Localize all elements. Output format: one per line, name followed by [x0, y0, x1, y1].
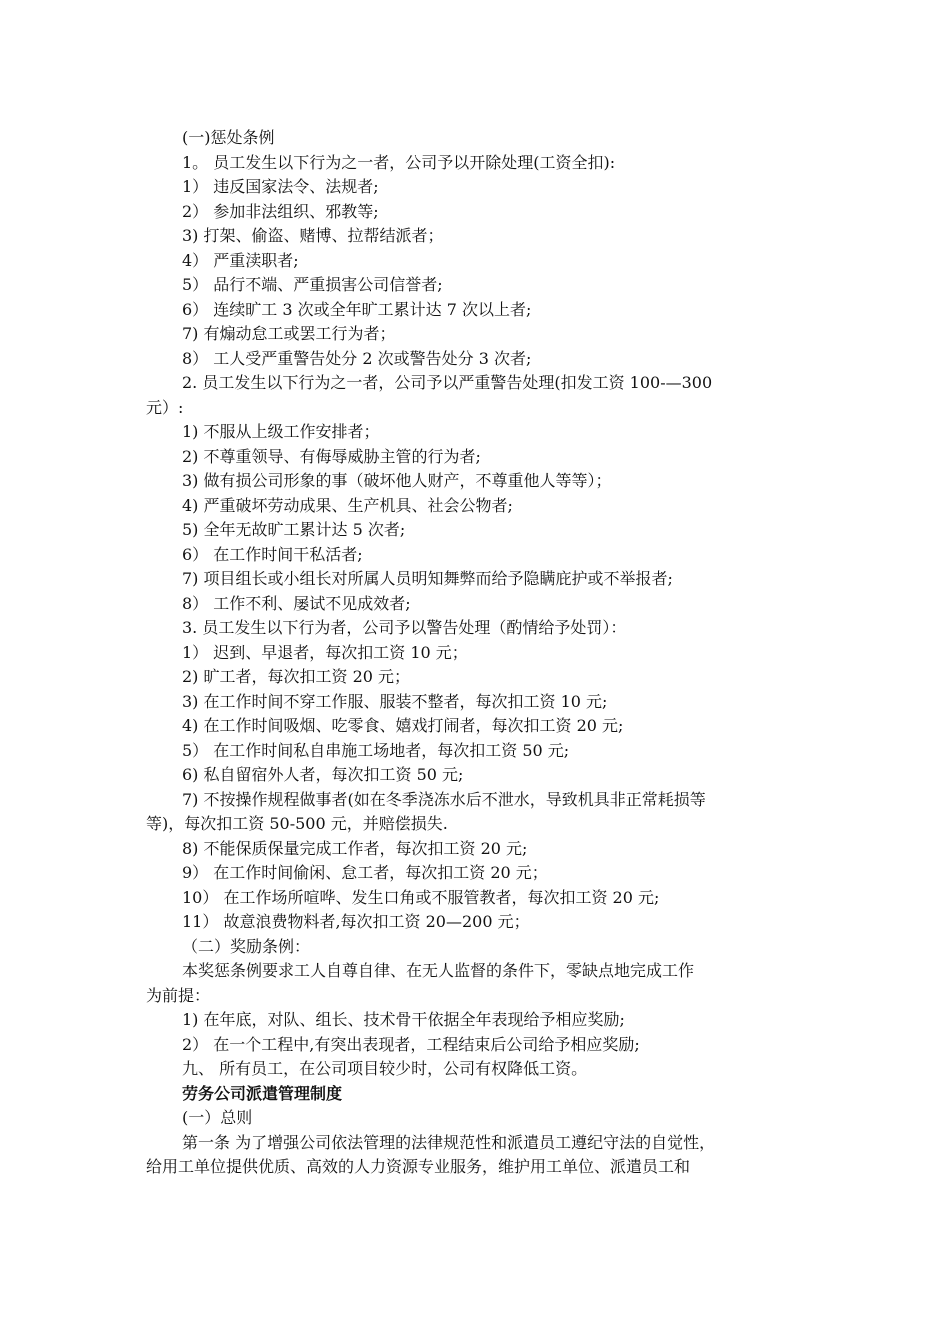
text-line: 5) 全年无故旷工累计达 5 次者;: [182, 520, 406, 539]
text-line: (一)惩处条例: [182, 128, 275, 147]
text-line: 1) 在年底，对队、组长、技术骨干依据全年表现给予相应奖励;: [182, 1010, 625, 1029]
text-line: 等)，每次扣工资 50-500 元，并赔偿损失.: [146, 814, 448, 833]
text-line: 5） 在工作时间私自串施工场地者，每次扣工资 50 元;: [182, 740, 570, 760]
text-line: 7) 有煽动怠工或罢工行为者；: [182, 324, 396, 343]
text-line: （二）奖励条例：: [182, 936, 311, 956]
text-line: 8） 工人受严重警告处分 2 次或警告处分 3 次者;: [182, 348, 532, 368]
text-line: 2） 在一个工程中,有突出表现者，工程结束后公司给予相应奖励;: [182, 1034, 640, 1054]
text-line: 1） 迟到、早退者，每次扣工资 10 元；: [182, 642, 468, 662]
text-line: 7) 项目组长或小组长对所属人员明知舞弊而给予隐瞒庇护或不举报者;: [182, 569, 673, 588]
text-line: 3) 在工作时间不穿工作服、服装不整者，每次扣工资 10 元;: [182, 691, 608, 711]
text-line: 4） 严重渎职者;: [182, 250, 299, 270]
text-line: 1) 不服从上级工作安排者；: [182, 422, 380, 441]
text-line: 2. 员工发生以下行为之一者，公司予以严重警告处理(扣发工资 100-—300: [182, 373, 713, 392]
text-line: 1） 违反国家法令、法规者;: [182, 177, 379, 196]
section-heading: 劳务公司派遣管理制度: [182, 1083, 343, 1103]
text-line: 2) 旷工者，每次扣工资 20 元；: [182, 667, 411, 686]
text-line: 本奖惩条例要求工人自尊自律、在无人监督的条件下，零缺点地完成工作: [182, 961, 695, 980]
text-line: 7) 不按操作规程做事者(如在冬季浇冻水后不泄水，导致机具非正常耗损等: [182, 789, 706, 809]
text-line: 3) 做有损公司形象的事（破坏他人财产，不尊重他人等等）；: [182, 471, 612, 490]
text-line: 6） 连续旷工 3 次或全年旷工累计达 7 次以上者;: [182, 299, 532, 319]
text-line: 10） 在工作场所喧哗、发生口角或不服管教者，每次扣工资 20 元;: [182, 887, 660, 907]
text-line: 8) 不能保质保量完成工作者，每次扣工资 20 元;: [182, 838, 528, 858]
text-line: (一）总则: [182, 1108, 253, 1127]
text-line: 为前提：: [146, 985, 211, 1005]
text-line: 11） 故意浪费物料者,每次扣工资 20—200 元；: [182, 912, 530, 931]
text-line: 元）:: [146, 397, 184, 417]
text-line: 给用工单位提供优质、高效的人力资源专业服务，维护用工单位、派遣员工和: [146, 1157, 691, 1176]
text-line: 9） 在工作时间偷闲、怠工者，每次扣工资 20 元；: [182, 863, 548, 882]
text-line: 5） 品行不端、严重损害公司信誉者;: [182, 275, 443, 294]
text-line: 6) 私自留宿外人者，每次扣工资 50 元;: [182, 765, 464, 784]
text-line: 3) 打架、偷盗、赌博、拉帮结派者；: [182, 226, 444, 245]
text-line: 4) 在工作时间吸烟、吃零食、嬉戏打闹者，每次扣工资 20 元;: [182, 716, 624, 735]
text-line: 九、 所有员工，在公司项目较少时，公司有权降低工资。: [182, 1059, 588, 1078]
text-line: 8） 工作不利、屡试不见成效者;: [182, 593, 411, 613]
text-line: 2） 参加非法组织、邪教等;: [182, 201, 379, 221]
text-line: 6） 在工作时间干私活者;: [182, 544, 363, 564]
text-line: 3. 员工发生以下行为者，公司予以警告处理（酌情给予处罚）：: [182, 618, 627, 637]
text-line: 2) 不尊重领导、有侮辱威胁主管的行为者;: [182, 446, 481, 466]
text-line: 4) 严重破坏劳动成果、生产机具、社会公物者;: [182, 495, 513, 515]
document-page: [146, 126, 810, 1180]
text-line: 1。 员工发生以下行为之一者，公司予以开除处理(工资全扣):: [182, 152, 616, 172]
text-line: 第一条 为了增强公司依法管理的法律规范性和派遣员工遵纪守法的自觉性，: [182, 1132, 716, 1152]
